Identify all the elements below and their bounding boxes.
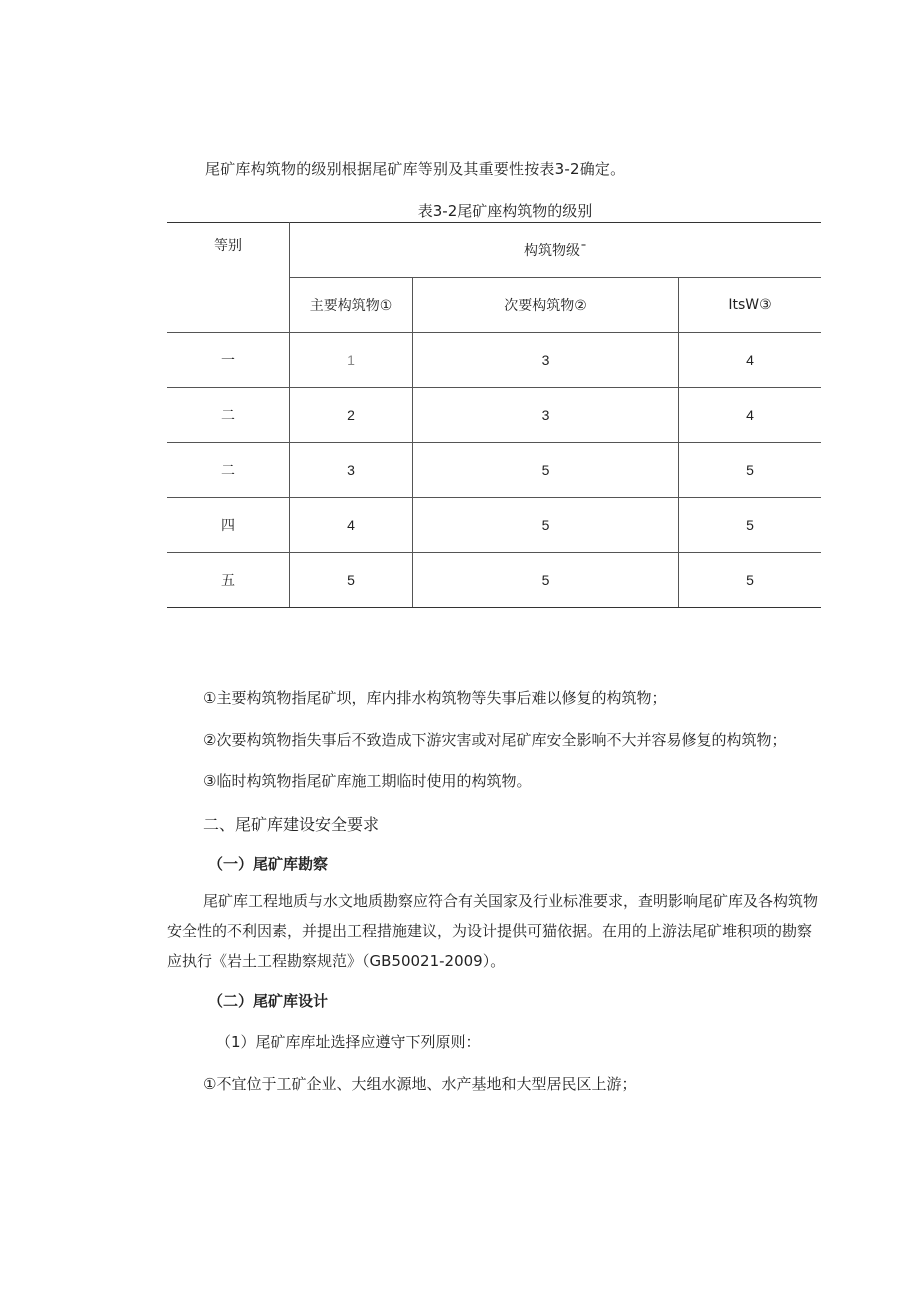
subsection-design: （二）尾矿库设计 — [208, 992, 329, 1010]
header-secondary: 次要构筑物② — [413, 278, 679, 333]
header-grade: 等别 — [167, 223, 290, 333]
cell-value: 4 — [679, 333, 821, 388]
cell-value: 3 — [413, 333, 679, 388]
cell-value: 2 — [290, 388, 413, 443]
grade-table — [167, 222, 821, 608]
cell-value: 5 — [679, 498, 821, 553]
intro-text: 尾矿库构筑物的级别根据尾矿库等别及其重要性按表3-2确定。 — [205, 160, 626, 178]
survey-paragraph: 尾矿库工程地质与水文地质勘察应符合有关国家及行业标准要求，查明影响尾矿库及各构筑物安全性的不利因素，并提出工程措施建议，为设计提供可猫依据。在用的上游法尾矿堆积项的勘察应执行《岩土工程勘察规范》（GB50021-2009）。 — [167, 892, 819, 970]
table-row — [167, 498, 821, 553]
cell-value: 5 — [413, 498, 679, 553]
row-grade: 二 — [167, 443, 290, 498]
header-temporary: ItsW③ — [679, 278, 821, 333]
header-primary: 主要构筑物① — [290, 278, 413, 333]
note-primary: ①主要构筑物指尾矿坝，库内排水构筑物等失事后难以修复的构筑物； — [203, 689, 667, 707]
section-heading: 二、尾矿库建设安全要求 — [203, 815, 380, 834]
cell-value: 5 — [290, 553, 413, 608]
cell-value: 5 — [679, 553, 821, 608]
cell-value: 4 — [290, 498, 413, 553]
cell-value: 3 — [290, 443, 413, 498]
site-selection-item: （1）尾矿库库址选择应遵守下列原则： — [216, 1033, 481, 1051]
table-caption: 表3-2尾矿座构筑物的级别 — [417, 202, 593, 220]
cell-value: 3 — [413, 388, 679, 443]
cell-value: 4 — [679, 388, 821, 443]
subsection-survey: （一）尾矿库勘察 — [208, 855, 329, 873]
table-row — [167, 443, 821, 498]
row-grade: 一 — [167, 333, 290, 388]
row-grade: 五 — [167, 553, 290, 608]
table-row — [167, 388, 821, 443]
note-secondary: ②次要构筑物指失事后不致造成下游灾害或对尾矿库安全影响不大并容易修复的构筑物； — [203, 731, 787, 749]
note-temporary: ③临时构筑物指尾矿库施工期临时使用的构筑物。 — [203, 772, 532, 790]
table-row — [167, 553, 821, 608]
cell-value: 5 — [679, 443, 821, 498]
row-grade: 四 — [167, 498, 290, 553]
header-group: 构筑物级ˉ — [290, 223, 822, 278]
row-grade: 二 — [167, 388, 290, 443]
cell-value: 5 — [413, 553, 679, 608]
site-selection-principle: ①不宜位于工矿企业、大组水源地、水产基地和大型居民区上游； — [203, 1075, 637, 1093]
cell-value: 1 — [290, 333, 413, 388]
table-row — [167, 333, 821, 388]
cell-value: 5 — [413, 443, 679, 498]
